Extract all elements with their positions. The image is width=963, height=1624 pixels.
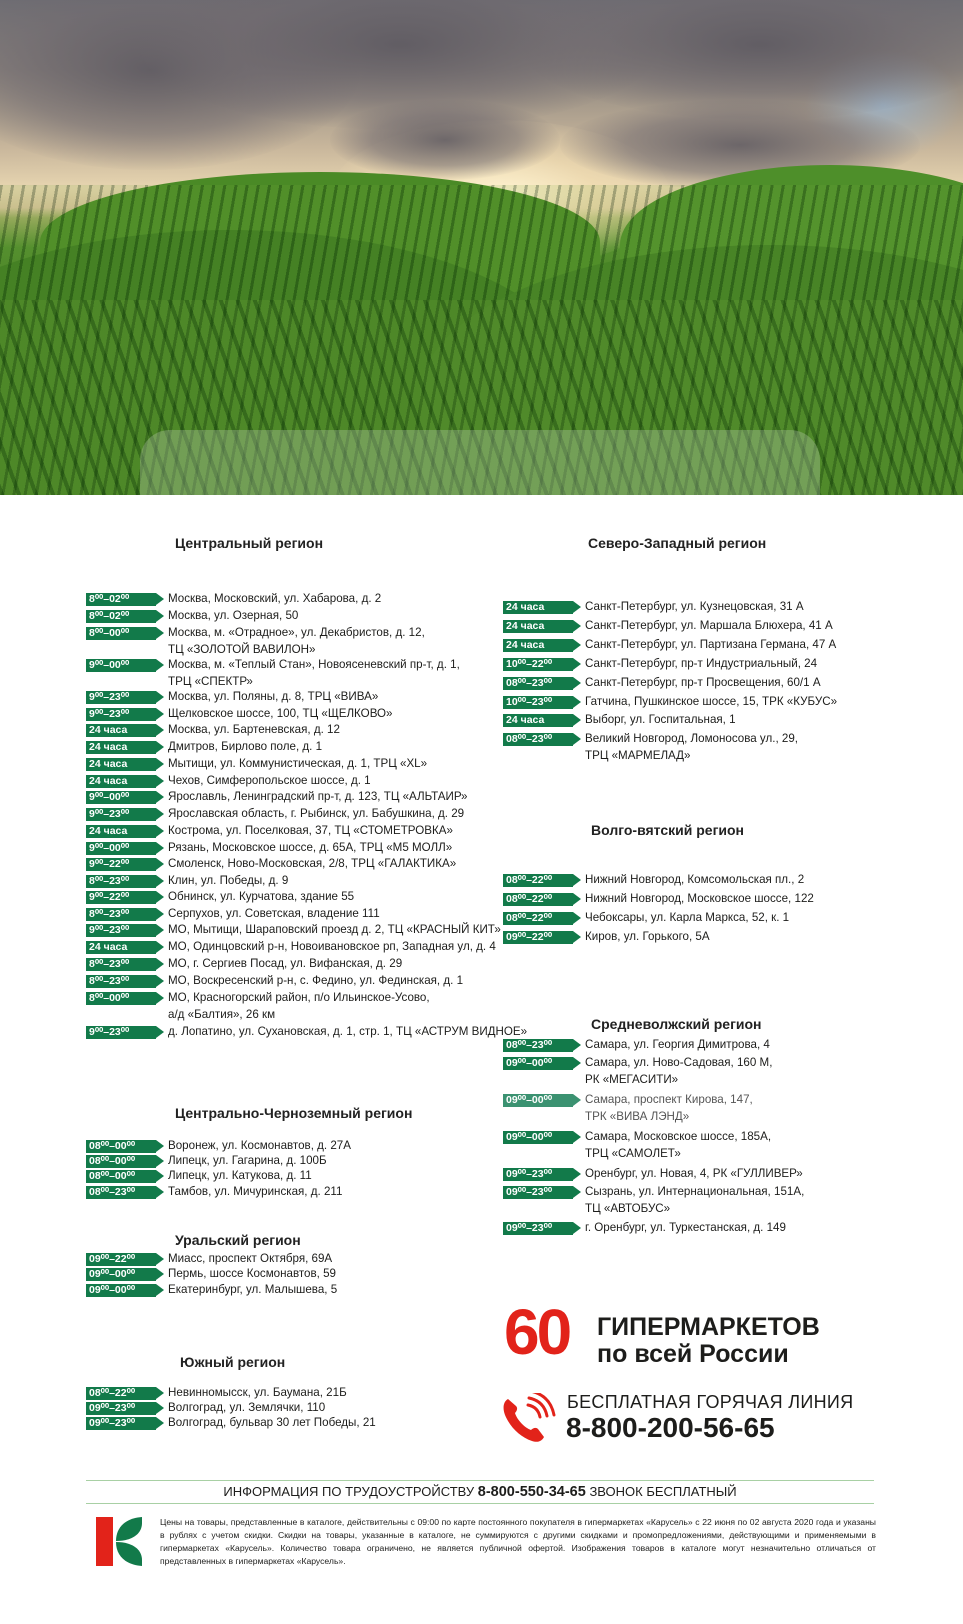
- store-entry: [503, 912, 789, 927]
- opening-hours-badge: 08⁰⁰–23⁰⁰: [86, 1186, 156, 1199]
- address-line: Тамбов, ул. Мичуринская, д. 211: [168, 1185, 343, 1198]
- store-entry: [86, 691, 378, 706]
- store-entry: [86, 958, 402, 973]
- address-line: Кострома, ул. Поселковая, 37, ТЦ «СТОМЕТРОВКА»: [168, 824, 453, 837]
- address-line: Дмитров, Бирлово поле, д. 1: [168, 740, 323, 753]
- store-address: [168, 873, 288, 890]
- store-entry: [503, 696, 837, 711]
- store-address: [585, 929, 710, 946]
- address-line: Обнинск, ул. Курчатова, здание 55: [168, 890, 355, 903]
- address-line: Москва, м. «Теплый Стан», Новоясеневский пр-т, д. 1,: [168, 658, 460, 671]
- address-line: Великий Новгород, Ломоносова ул., 29,: [585, 732, 799, 745]
- store-address: [585, 1220, 786, 1237]
- store-entry: [503, 714, 736, 729]
- store-entry: [86, 1268, 336, 1283]
- address-line: Рязань, Московское шоссе, д. 65А, ТРЦ «М5 МОЛЛ»: [168, 841, 453, 854]
- address-line: Ярославль, Ленинградский пр-т, д. 123, ТЦ «АЛЬТАИР»: [168, 790, 468, 803]
- address-line: Гатчина, Пушкинское шоссе, 15, ТРК «КУБУС»: [585, 695, 838, 708]
- address-line: Липецк, ул. Катукова, д. 11: [168, 1169, 312, 1182]
- store-address: [168, 1415, 376, 1432]
- promo-title-line1: ГИПЕРМАРКЕТОВ: [597, 1313, 820, 1341]
- opening-hours-badge: 24 часа: [503, 714, 573, 727]
- opening-hours-badge: 9⁰⁰–23⁰⁰: [86, 808, 156, 821]
- address-line: РК «МЕГАСИТИ»: [585, 1072, 679, 1086]
- opening-hours-badge: 9⁰⁰–23⁰⁰: [86, 924, 156, 937]
- store-address: [585, 675, 821, 692]
- jobs-suffix: ЗВОНОК БЕСПЛАТНЫЙ: [589, 1484, 737, 1499]
- address-line: МО, Мытищи, Шараповский проезд д. 2, ТЦ «КРАСНЫЙ КИТ»: [168, 923, 501, 936]
- store-entry: [86, 708, 393, 723]
- store-entry: [503, 1131, 771, 1162]
- store-address: [585, 694, 837, 711]
- store-entry: [86, 1170, 312, 1185]
- address-line: г. Оренбург, ул. Туркестанская, д. 149: [585, 1221, 786, 1234]
- opening-hours-badge: 9⁰⁰–23⁰⁰: [86, 1026, 156, 1039]
- store-address: [168, 773, 371, 790]
- store-entry: [86, 775, 371, 790]
- store-address: [585, 712, 736, 729]
- store-address: [585, 1184, 804, 1217]
- address-line: Воронеж, ул. Космонавтов, д. 27А: [168, 1139, 351, 1152]
- address-line: Нижний Новгород, Московское шоссе, 122: [585, 892, 814, 905]
- opening-hours-badge: 9⁰⁰–23⁰⁰: [86, 691, 156, 704]
- store-address: [585, 910, 789, 927]
- opening-hours-badge: 8⁰⁰–23⁰⁰: [86, 875, 156, 888]
- address-line: Щелковское шоссе, 100, ТЦ «ЩЕЛКОВО»: [168, 707, 393, 720]
- store-entry: [503, 1057, 772, 1088]
- store-entry: [86, 808, 464, 823]
- store-entry: [86, 1186, 342, 1201]
- address-line: Чебоксары, ул. Карла Маркса, 52, к. 1: [585, 911, 790, 924]
- disclaimer-text: Цены на товары, представленные в каталоге, действительны с 09:00 по карте постоянного покупателя в гипермаркетах «Карусель» с 22 июня по 02 августа 2020 года и указаны в рублях с учетом скидки. Скидки на товары, указанные в каталоге, не суммируются с другими скидками и промопредложениями, действующими и применяемыми в гипермаркетах «Карусель». Количество товара ограничено, не является публичной офертой. Изображения товаров в каталоге могут незначительно отличаться от представленных в гипермаркетах «Карусель».: [160, 1517, 876, 1566]
- address-line: Клин, ул. Победы, д. 9: [168, 874, 289, 887]
- opening-hours-badge: 8⁰⁰–02⁰⁰: [86, 610, 156, 623]
- store-address: [168, 990, 430, 1023]
- address-line: МО, Воскресенский р-н, с. Федино, ул. Фединская, д. 1: [168, 974, 464, 987]
- opening-hours-badge: 8⁰⁰–00⁰⁰: [86, 627, 156, 640]
- store-address: [168, 1024, 527, 1041]
- jobs-phone[interactable]: 8-800-550-34-65: [477, 1484, 586, 1500]
- store-address: [168, 689, 378, 706]
- store-entry: [503, 658, 817, 673]
- divider-top: [86, 1480, 874, 1481]
- store-address: [585, 656, 817, 673]
- opening-hours-badge: 08⁰⁰–23⁰⁰: [503, 733, 573, 746]
- store-address: [168, 956, 402, 973]
- address-line: Самара, ул. Ново-Садовая, 160 М,: [585, 1056, 773, 1069]
- address-line: ТЦ «АВТОБУС»: [585, 1201, 671, 1215]
- opening-hours-badge: 08⁰⁰–22⁰⁰: [86, 1387, 156, 1400]
- store-entry: [503, 1222, 786, 1237]
- address-line: а/д «Балтия», 26 км: [168, 1007, 276, 1021]
- opening-hours-badge: 24 часа: [86, 724, 156, 737]
- store-entry: [503, 893, 814, 908]
- store-entry: [86, 924, 501, 939]
- store-address: [585, 731, 798, 764]
- opening-hours-badge: 10⁰⁰–23⁰⁰: [503, 696, 573, 709]
- opening-hours-badge: 09⁰⁰–22⁰⁰: [86, 1253, 156, 1266]
- opening-hours-badge: 08⁰⁰–22⁰⁰: [503, 874, 573, 887]
- opening-hours-badge: 09⁰⁰–23⁰⁰: [86, 1402, 156, 1415]
- store-address: [168, 1168, 312, 1185]
- address-line: Самара, ул. Георгия Димитрова, 4: [585, 1038, 770, 1051]
- address-line: МО, г. Сергиев Посад, ул. Вифанская, д. 29: [168, 957, 403, 970]
- store-entry: [503, 1039, 770, 1054]
- divider-bottom: [86, 1503, 874, 1504]
- address-line: Оренбург, ул. Новая, 4, РК «ГУЛЛИВЕР»: [585, 1167, 803, 1180]
- hotline-number[interactable]: 8-800-200-56-65: [566, 1412, 775, 1443]
- opening-hours-badge: 10⁰⁰–22⁰⁰: [503, 658, 573, 671]
- address-line: Киров, ул. Горького, 5А: [585, 930, 710, 943]
- store-entry: [86, 975, 463, 990]
- store-address: [168, 789, 467, 806]
- cloud: [330, 100, 560, 180]
- opening-hours-badge: 09⁰⁰–23⁰⁰: [86, 1417, 156, 1430]
- opening-hours-badge: 09⁰⁰–22⁰⁰: [503, 931, 573, 944]
- address-line: Мытищи, ул. Коммунистическая, д. 1, ТРЦ «XL»: [168, 757, 428, 770]
- opening-hours-badge: 8⁰⁰–23⁰⁰: [86, 908, 156, 921]
- store-address: [168, 973, 463, 990]
- karusel-logo: [96, 1517, 142, 1566]
- store-address: [585, 599, 804, 616]
- store-address: [168, 840, 452, 857]
- opening-hours-badge: 8⁰⁰–23⁰⁰: [86, 958, 156, 971]
- address-line: Москва, ул. Бартеневская, д. 12: [168, 723, 340, 736]
- store-entry: [503, 1168, 803, 1183]
- address-line: Ярославская область, г. Рыбинск, ул. Бабушкина, д. 29: [168, 807, 465, 820]
- store-address: [168, 625, 425, 658]
- address-line: ТРЦ «САМОЛЕТ»: [585, 1146, 681, 1160]
- address-line: Москва, Московский, ул. Хабарова, д. 2: [168, 592, 382, 605]
- address-line: Москва, ул. Озерная, 50: [168, 609, 299, 622]
- opening-hours-badge: 24 часа: [503, 601, 573, 614]
- address-line: Сызрань, ул. Интернациональная, 151А,: [585, 1185, 805, 1198]
- opening-hours-badge: 08⁰⁰–00⁰⁰: [86, 1170, 156, 1183]
- store-entry: [86, 1284, 337, 1299]
- hero-vineyard-photo: [0, 0, 963, 495]
- opening-hours-badge: 08⁰⁰–22⁰⁰: [503, 912, 573, 925]
- address-line: ТРЦ «МАРМЕЛАД»: [585, 748, 691, 762]
- store-entry: [86, 741, 322, 756]
- store-address: [168, 657, 460, 690]
- opening-hours-badge: 24 часа: [86, 825, 156, 838]
- address-line: Серпухов, ул. Советская, владение 111: [168, 907, 380, 920]
- opening-hours-badge: 24 часа: [86, 741, 156, 754]
- address-line: Москва, м. «Отрадное», ул. Декабристов, д. 12,: [168, 626, 425, 639]
- image-watermark: [140, 430, 820, 495]
- region-title: Северо-Западный регион: [588, 535, 767, 551]
- opening-hours-badge: 24 часа: [86, 775, 156, 788]
- opening-hours-badge: 09⁰⁰–00⁰⁰: [503, 1057, 573, 1070]
- store-entry: [86, 875, 288, 890]
- opening-hours-badge: 9⁰⁰–00⁰⁰: [86, 791, 156, 804]
- store-entry: [86, 791, 467, 806]
- address-line: МО, Красногорский район, п/о Ильинское-Усово,: [168, 991, 430, 1004]
- store-entry: [86, 891, 354, 906]
- store-address: [168, 591, 381, 608]
- store-address: [168, 1184, 342, 1201]
- address-line: Санкт-Петербург, пр-т Индустриальный, 24: [585, 657, 818, 670]
- jobs-info: [86, 1484, 874, 1500]
- store-address: [585, 1129, 771, 1162]
- store-entry: [503, 733, 798, 764]
- opening-hours-badge: 09⁰⁰–23⁰⁰: [503, 1222, 573, 1235]
- address-line: ТЦ «ЗОЛОТОЙ ВАВИЛОН»: [168, 642, 316, 656]
- store-entry: [86, 858, 456, 873]
- store-entry: [503, 1094, 753, 1125]
- store-address: [168, 856, 456, 873]
- address-line: Выборг, ул. Госпитальная, 1: [585, 713, 736, 726]
- store-address: [168, 806, 464, 823]
- promo-title-line2: по всей России: [597, 1340, 789, 1368]
- address-line: Самара, проспект Кирова, 147,: [585, 1093, 753, 1106]
- store-address: [168, 922, 501, 939]
- store-entry: [503, 639, 836, 654]
- store-entry: [86, 992, 430, 1023]
- opening-hours-badge: 09⁰⁰–00⁰⁰: [86, 1284, 156, 1297]
- address-line: Санкт-Петербург, пр-т Просвещения, 60/1 А: [585, 676, 821, 689]
- opening-hours-badge: 9⁰⁰–00⁰⁰: [86, 659, 156, 672]
- store-entry: [86, 825, 453, 840]
- address-line: ТРЦ «СПЕКТР»: [168, 674, 253, 688]
- store-entry: [86, 610, 298, 625]
- opening-hours-badge: 08⁰⁰–22⁰⁰: [503, 893, 573, 906]
- store-address: [585, 618, 833, 635]
- store-address: [168, 706, 393, 723]
- jobs-prefix: ИНФОРМАЦИЯ ПО ТРУДОУСТРОЙСТВУ: [223, 1484, 475, 1499]
- phone-icon: [500, 1393, 560, 1443]
- opening-hours-badge: 09⁰⁰–00⁰⁰: [503, 1094, 573, 1107]
- address-line: Санкт-Петербург, ул. Кузнецовская, 31 А: [585, 600, 804, 613]
- store-address: [168, 608, 298, 625]
- store-entry: [503, 601, 804, 616]
- region-title: Уральский регион: [175, 1232, 301, 1248]
- store-address: [168, 1282, 337, 1299]
- address-line: Екатеринбург, ул. Малышева, 5: [168, 1283, 338, 1296]
- store-address: [168, 739, 322, 756]
- address-line: Пермь, шоссе Космонавтов, 59: [168, 1267, 336, 1280]
- address-line: Санкт-Петербург, ул. Маршала Блюхера, 41 А: [585, 619, 833, 632]
- store-entry: [503, 620, 833, 635]
- store-address: [168, 1266, 336, 1283]
- store-address: [168, 889, 354, 906]
- store-address: [585, 1166, 803, 1183]
- store-entry: [86, 1026, 527, 1041]
- hotline-label: БЕСПЛАТНАЯ ГОРЯЧАЯ ЛИНИЯ: [567, 1392, 854, 1412]
- region-title: Центральный регион: [175, 535, 324, 551]
- region-title: Центрально-Черноземный регион: [175, 1105, 413, 1121]
- store-address: [168, 939, 496, 956]
- address-line: Чехов, Симферопольское шоссе, д. 1: [168, 774, 371, 787]
- opening-hours-badge: 08⁰⁰–23⁰⁰: [503, 1039, 573, 1052]
- address-line: Волгоград, бульвар 30 лет Победы, 21: [168, 1416, 376, 1429]
- store-address: [585, 1092, 753, 1125]
- opening-hours-badge: 24 часа: [503, 639, 573, 652]
- store-entry: [503, 677, 821, 692]
- store-address: [585, 872, 804, 889]
- opening-hours-badge: 09⁰⁰–00⁰⁰: [503, 1131, 573, 1144]
- opening-hours-badge: 9⁰⁰–22⁰⁰: [86, 858, 156, 871]
- store-address: [168, 756, 427, 773]
- store-entry: [86, 908, 380, 923]
- store-address: [168, 823, 453, 840]
- address-line: ТРК «ВИВА ЛЭНД»: [585, 1109, 690, 1123]
- address-line: Самара, Московское шоссе, 185А,: [585, 1130, 772, 1143]
- store-entry: [86, 627, 425, 658]
- opening-hours-badge: 24 часа: [86, 758, 156, 771]
- address-line: Москва, ул. Поляны, д. 8, ТРЦ «ВИВА»: [168, 690, 379, 703]
- store-address: [585, 637, 836, 654]
- opening-hours-badge: 09⁰⁰–23⁰⁰: [503, 1168, 573, 1181]
- store-entry: [503, 874, 804, 889]
- store-entry: [86, 941, 496, 956]
- store-entry: [86, 659, 460, 690]
- opening-hours-badge: 24 часа: [503, 620, 573, 633]
- store-address: [585, 1055, 772, 1088]
- opening-hours-badge: 8⁰⁰–00⁰⁰: [86, 992, 156, 1005]
- opening-hours-badge: 9⁰⁰–22⁰⁰: [86, 891, 156, 904]
- store-address: [585, 891, 814, 908]
- store-entry: [86, 758, 427, 773]
- store-entry: [86, 842, 452, 857]
- store-entry: [86, 724, 340, 739]
- opening-hours-badge: 09⁰⁰–23⁰⁰: [503, 1186, 573, 1199]
- store-address: [585, 1037, 770, 1054]
- opening-hours-badge: 08⁰⁰–00⁰⁰: [86, 1155, 156, 1168]
- address-line: Липецк, ул. Гагарина, д. 100Б: [168, 1154, 327, 1167]
- store-address: [168, 722, 340, 739]
- address-line: Миасс, проспект Октября, 69А: [168, 1252, 333, 1265]
- region-title: Средневолжский регион: [591, 1016, 762, 1032]
- address-line: д. Лопатино, ул. Сухановская, д. 1, стр. 1, ТЦ «АСТРУМ ВИДНОЕ»: [168, 1025, 528, 1038]
- address-line: Невинномысск, ул. Баумана, 21Б: [168, 1386, 347, 1399]
- opening-hours-badge: 08⁰⁰–23⁰⁰: [503, 677, 573, 690]
- address-line: Волгоград, ул. Землячки, 110: [168, 1401, 326, 1414]
- opening-hours-badge: 8⁰⁰–23⁰⁰: [86, 975, 156, 988]
- address-line: Санкт-Петербург, ул. Партизана Германа, 47 А: [585, 638, 837, 651]
- region-title: Волго-вятский регион: [591, 822, 745, 838]
- store-entry: [86, 593, 381, 608]
- address-line: Смоленск, Ново-Московская, 2/8, ТРЦ «ГАЛАКТИКА»: [168, 857, 457, 870]
- opening-hours-badge: 09⁰⁰–00⁰⁰: [86, 1268, 156, 1281]
- opening-hours-badge: 8⁰⁰–02⁰⁰: [86, 593, 156, 606]
- hypermarket-count: 60: [504, 1296, 570, 1368]
- store-entry: [86, 1417, 376, 1432]
- opening-hours-badge: 08⁰⁰–00⁰⁰: [86, 1140, 156, 1153]
- opening-hours-badge: 9⁰⁰–00⁰⁰: [86, 842, 156, 855]
- opening-hours-badge: 24 часа: [86, 941, 156, 954]
- store-entry: [503, 1186, 804, 1217]
- store-address: [168, 906, 380, 923]
- opening-hours-badge: 9⁰⁰–23⁰⁰: [86, 708, 156, 721]
- address-line: МО, Одинцовский р-н, Новоивановское рп, Западная ул, д. 4: [168, 940, 496, 953]
- store-entry: [503, 931, 710, 946]
- address-line: Нижний Новгород, Комсомольская пл., 2: [585, 873, 805, 886]
- region-title: Южный регион: [180, 1354, 286, 1370]
